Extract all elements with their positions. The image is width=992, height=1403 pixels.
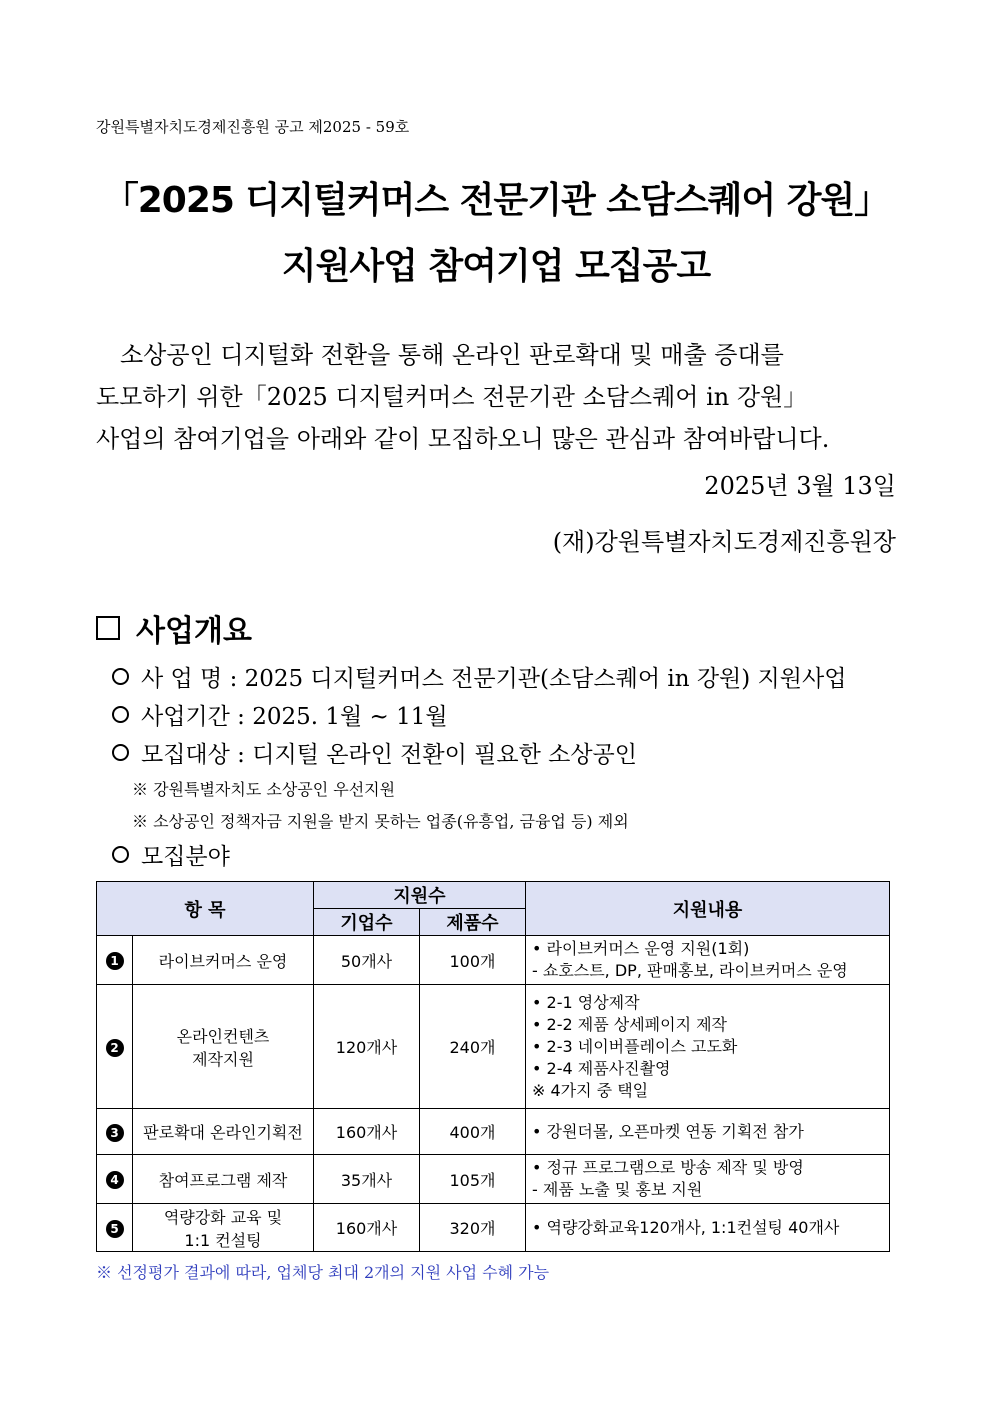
- row-number: 4: [106, 1171, 124, 1189]
- content-line: • 라이브커머스 운영 지원(1회): [532, 939, 750, 958]
- content-line: - 제품 노출 및 홍보 지원: [532, 1180, 703, 1199]
- row-companies: 50개사: [314, 936, 420, 985]
- table-row: [97, 1204, 890, 1252]
- content-line: - 쇼호스트, DP, 판매홍보, 라이브커머스 운영: [532, 961, 848, 980]
- intro-line: 소상공인 디지털화 전환을 통해 온라인 판로확대 및 매출 증대를: [120, 341, 784, 369]
- overview-note: ※ 강원특별자치도 소상공인 우선지원: [132, 780, 396, 799]
- header-companies: 기업수: [314, 909, 420, 936]
- organization-name: (재)강원특별자치도경제진흥원장: [552, 528, 896, 556]
- title-line-1: 「2025 디지털커머스 전문기관 소담스퀘어 강원」: [102, 180, 890, 221]
- header-content: 지원내용: [526, 882, 890, 936]
- circle-bullet-icon: [112, 744, 129, 761]
- table-row: [97, 1155, 890, 1204]
- overview-item-target: [112, 736, 637, 769]
- overview-text: 모집분야: [141, 844, 230, 870]
- row-name-line: 제작지원: [192, 1049, 254, 1069]
- content-line: • 2-2 제품 상세페이지 제작: [532, 1014, 728, 1034]
- table-row: [97, 1109, 890, 1155]
- intro-paragraph: [96, 334, 896, 460]
- table-row: [97, 936, 890, 985]
- row-name-line: 온라인컨텐츠: [176, 1026, 270, 1046]
- title-line-2: 지원사업 참여기업 모집공고: [281, 246, 711, 287]
- row-companies: 160개사: [314, 1109, 420, 1155]
- row-content: [526, 936, 890, 985]
- row-companies: 160개사: [314, 1204, 420, 1252]
- content-line: • 2-3 네이버플레이스 고도화: [532, 1036, 738, 1056]
- row-name-line: 역량강화 교육 및: [163, 1207, 283, 1227]
- content-line: • 강원더몰, 오픈마켓 연동 기획전 참가: [532, 1121, 804, 1141]
- circle-bullet-icon: [112, 668, 129, 685]
- row-content: [526, 1109, 890, 1155]
- intro-line: 도모하기 위한「2025 디지털커머스 전문기관 소담스퀘어 in 강원」: [96, 383, 808, 411]
- content-line: • 정규 프로그램으로 방송 제작 및 방영: [532, 1158, 804, 1177]
- square-bullet-icon: [96, 616, 120, 640]
- row-products: 320개: [420, 1204, 526, 1252]
- row-number: 1: [106, 952, 124, 970]
- content-line: • 2-1 영상제작: [532, 992, 640, 1012]
- notice-number: 강원특별자치도경제진흥원 공고 제2025 - 59호: [96, 118, 410, 136]
- header-products: 제품수: [420, 909, 526, 936]
- recruitment-table: [96, 881, 890, 1252]
- section-heading: [96, 606, 252, 650]
- row-products: 100개: [420, 936, 526, 985]
- row-name: 라이브커머스 운영: [133, 936, 314, 985]
- row-number: 3: [106, 1124, 124, 1142]
- row-name: [133, 985, 314, 1109]
- circle-bullet-icon: [112, 706, 129, 723]
- overview-text: 사 업 명 : 2025 디지털커머스 전문기관(소담스퀘어 in 강원) 지원사업: [141, 666, 847, 692]
- row-name: 판로확대 온라인기획전: [133, 1109, 314, 1155]
- row-content: [526, 1204, 890, 1252]
- footer-note: ※ 선정평가 결과에 따라, 업체당 최대 2개의 지원 사업 수혜 가능: [96, 1263, 550, 1282]
- row-number: 2: [106, 1039, 124, 1057]
- header-support-count: 지원수: [314, 882, 526, 909]
- row-number: 5: [106, 1220, 124, 1238]
- row-content: [526, 985, 890, 1109]
- overview-item-fields: [112, 838, 230, 871]
- header-item: 항 목: [97, 882, 314, 936]
- overview-item-name: [112, 660, 846, 693]
- row-products: 400개: [420, 1109, 526, 1155]
- overview-item-period: [112, 698, 448, 731]
- section-title: 사업개요: [136, 614, 252, 649]
- row-name: 참여프로그램 제작: [133, 1155, 314, 1204]
- overview-note: ※ 소상공인 정책자금 지원을 받지 못하는 업종(유흥업, 금융업 등) 제외: [132, 812, 629, 831]
- row-name: [133, 1204, 314, 1252]
- content-line: • 2-4 제품사진촬영: [532, 1058, 671, 1078]
- content-line: ※ 4가지 중 택일: [532, 1080, 649, 1100]
- row-name-line: 1:1 컨설팅: [184, 1230, 262, 1250]
- row-companies: 120개사: [314, 985, 420, 1109]
- announcement-date: 2025년 3월 13일: [704, 472, 896, 500]
- row-content: [526, 1155, 890, 1204]
- overview-text: 모집대상 : 디지털 온라인 전환이 필요한 소상공인: [141, 742, 637, 768]
- overview-text: 사업기간 : 2025. 1월 ~ 11월: [141, 704, 448, 730]
- intro-line: 사업의 참여기업을 아래와 같이 모집하오니 많은 관심과 참여바랍니다.: [96, 425, 830, 453]
- content-line: • 역량강화교육120개사, 1:1컨설팅 40개사: [532, 1217, 840, 1237]
- circle-bullet-icon: [112, 846, 129, 863]
- table-row: [97, 985, 890, 1109]
- row-products: 240개: [420, 985, 526, 1109]
- row-companies: 35개사: [314, 1155, 420, 1204]
- row-products: 105개: [420, 1155, 526, 1204]
